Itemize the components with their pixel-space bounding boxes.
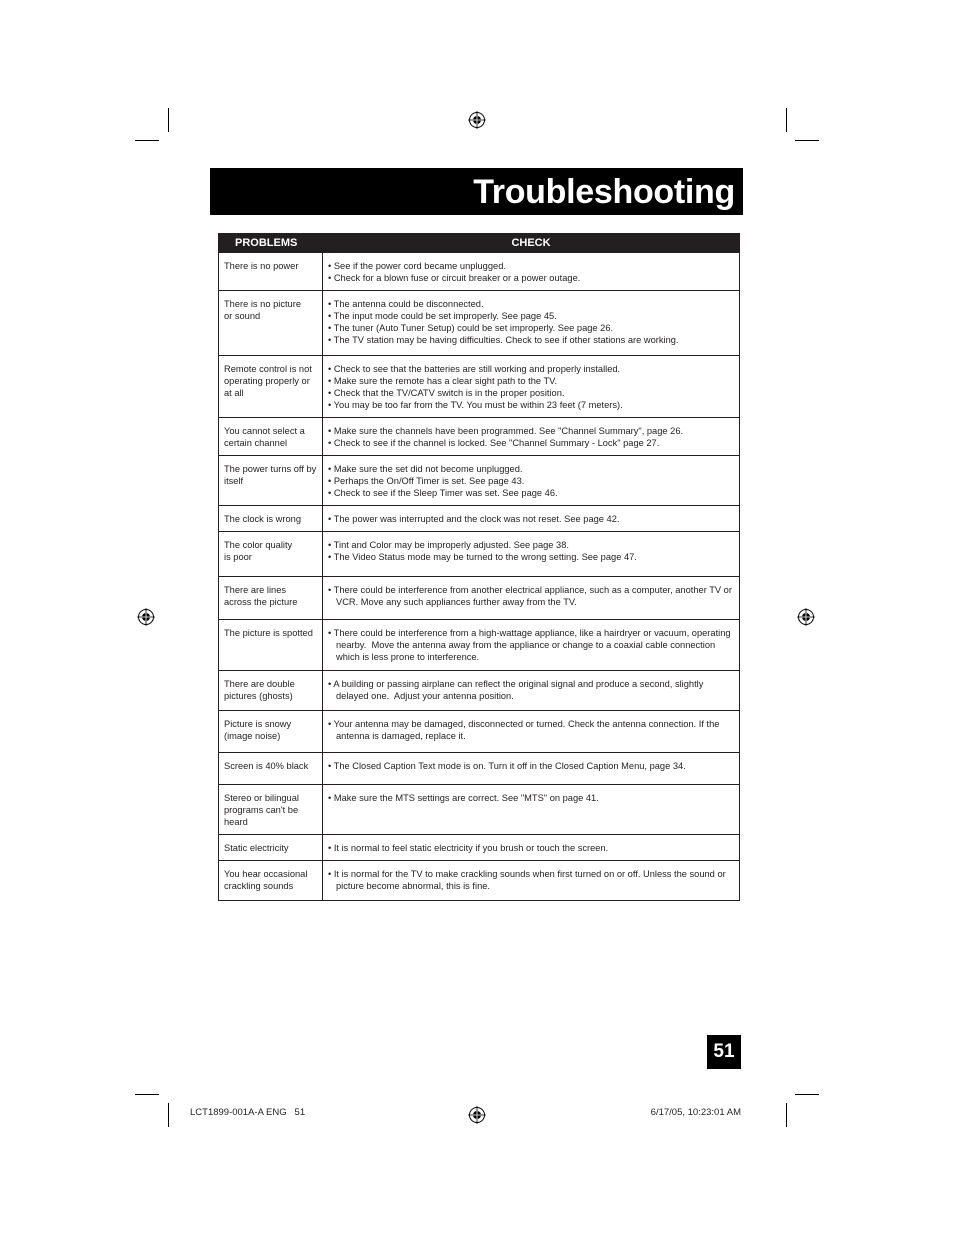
- table-row: [219, 753, 740, 785]
- problem-cell: The clock is wrong: [219, 506, 323, 532]
- check-item: • A building or passing airplane can reflect the original signal and produce a second, slightly delayed one. Adjust your antenna position.: [328, 679, 706, 701]
- problem-cell: Screen is 40% black: [219, 753, 323, 785]
- check-item: • There could be interference from another electrical appliance, such as a computer, another TV or VCR. Move any such appliances further away from the TV.: [328, 585, 735, 607]
- check-item: • There could be interference from a high-wattage appliance, like a hairdryer or vacuum, operating nearby. Move the antenna away from the appliance or change to a coaxial cable connection which is less prone to interference.: [328, 628, 734, 662]
- troubleshooting-table: [218, 233, 740, 901]
- check-item: • It is normal for the TV to make crackling sounds when first turned on or off. Unless the sound or picture become abnormal, this is fine.: [328, 869, 729, 891]
- table-row: [219, 456, 740, 506]
- crop-mark: [168, 108, 169, 132]
- check-header: CHECK: [323, 234, 740, 253]
- problem-cell: The power turns off by itself: [219, 456, 323, 506]
- check-cell: [323, 620, 740, 671]
- registration-mark-icon: [797, 608, 815, 626]
- problem-cell: There are lines across the picture: [219, 577, 323, 620]
- check-cell: [323, 835, 740, 861]
- check-item: • Make sure the channels have been programmed. See "Channel Summary", page 26.: [328, 426, 684, 436]
- crop-mark: [786, 108, 787, 132]
- crop-mark: [795, 1094, 819, 1095]
- page-title: Troubleshooting: [473, 173, 735, 211]
- check-item: • See if the power cord became unplugged.: [328, 261, 506, 271]
- table-row: [219, 711, 740, 753]
- table-row: [219, 356, 740, 418]
- problem-cell: The picture is spotted: [219, 620, 323, 671]
- check-item: • Tint and Color may be improperly adjusted. See page 38.: [328, 540, 569, 550]
- footer-left: LCT1899-001A-A ENG 51: [190, 1107, 306, 1118]
- problem-cell: There is no power: [219, 253, 323, 291]
- page-number: 51: [707, 1035, 741, 1069]
- crop-mark: [795, 140, 819, 141]
- table-row: [219, 291, 740, 356]
- problem-cell: You cannot select a certain channel: [219, 418, 323, 456]
- footer-right: 6/17/05, 10:23:01 AM: [650, 1107, 741, 1118]
- table-row: [219, 532, 740, 577]
- check-item: • The input mode could be set improperly. See page 45.: [328, 311, 557, 321]
- check-item: • Check to see that the batteries are still working and properly installed.: [328, 364, 621, 374]
- registration-mark-icon: [468, 111, 486, 129]
- table-row: [219, 785, 740, 835]
- check-item: • Check to see if the Sleep Timer was set. See page 46.: [328, 488, 558, 498]
- check-item: • The tuner (Auto Tuner Setup) could be set improperly. See page 26.: [328, 323, 614, 333]
- table-row: [219, 253, 740, 291]
- table-row: [219, 577, 740, 620]
- problem-cell: Remote control is not operating properly or at all: [219, 356, 323, 418]
- check-item: • Perhaps the On/Off Timer is set. See page 43.: [328, 476, 525, 486]
- check-cell: [323, 753, 740, 785]
- check-cell: [323, 291, 740, 356]
- table-row: [219, 835, 740, 861]
- check-item: • The TV station may be having difficulties. Check to see if other stations are working.: [328, 335, 679, 345]
- problem-cell: Picture is snowy (image noise): [219, 711, 323, 753]
- check-item: • Check that the TV/CATV switch is in the proper position.: [328, 388, 565, 398]
- check-cell: [323, 532, 740, 577]
- crop-mark: [786, 1103, 787, 1127]
- crop-mark: [135, 1094, 159, 1095]
- check-cell: [323, 356, 740, 418]
- check-cell: [323, 711, 740, 753]
- crop-mark: [168, 1103, 169, 1127]
- check-item: • The antenna could be disconnected.: [328, 299, 484, 309]
- check-cell: [323, 456, 740, 506]
- problem-cell: Stereo or bilingual programs can't be heard: [219, 785, 323, 835]
- crop-mark: [135, 140, 159, 141]
- check-item: • The Closed Caption Text mode is on. Turn it off in the Closed Caption Menu, page 34.: [328, 761, 686, 771]
- problem-cell: You hear occasional crackling sounds: [219, 861, 323, 901]
- check-cell: [323, 671, 740, 711]
- check-item: • It is normal to feel static electricity if you brush or touch the screen.: [328, 843, 609, 853]
- check-item: • Make sure the set did not become unplugged.: [328, 464, 523, 474]
- table-row: [219, 506, 740, 532]
- check-item: • Check for a blown fuse or circuit breaker or a power outage.: [328, 273, 581, 283]
- check-item: • Your antenna may be damaged, disconnected or turned. Check the antenna connection. If the antenna is damaged, replace it.: [328, 719, 723, 741]
- check-item: • Check to see if the channel is locked. See "Channel Summary - Lock" page 27.: [328, 438, 660, 448]
- check-item: • Make sure the MTS settings are correct. See "MTS" on page 41.: [328, 793, 599, 803]
- check-cell: [323, 506, 740, 532]
- check-cell: [323, 253, 740, 291]
- registration-mark-icon: [468, 1106, 486, 1124]
- registration-mark-icon: [137, 608, 155, 626]
- problem-cell: There are double pictures (ghosts): [219, 671, 323, 711]
- table-header-row: [219, 234, 740, 253]
- check-cell: [323, 577, 740, 620]
- check-cell: [323, 418, 740, 456]
- check-item: • The Video Status mode may be turned to the wrong setting. See page 47.: [328, 552, 637, 562]
- problem-cell: The color quality is poor: [219, 532, 323, 577]
- check-cell: [323, 861, 740, 901]
- check-item: • You may be too far from the TV. You must be within 23 feet (7 meters).: [328, 400, 623, 410]
- problem-cell: Static electricity: [219, 835, 323, 861]
- problems-header: PROBLEMS: [219, 234, 323, 253]
- title-bar: [210, 168, 743, 215]
- check-item: • The power was interrupted and the clock was not reset. See page 42.: [328, 514, 620, 524]
- problem-cell: There is no picture or sound: [219, 291, 323, 356]
- table-body: [219, 253, 740, 901]
- table-row: [219, 418, 740, 456]
- table-row: [219, 861, 740, 901]
- table-row: [219, 671, 740, 711]
- check-cell: [323, 785, 740, 835]
- check-item: • Make sure the remote has a clear sight path to the TV.: [328, 376, 558, 386]
- table-row: [219, 620, 740, 671]
